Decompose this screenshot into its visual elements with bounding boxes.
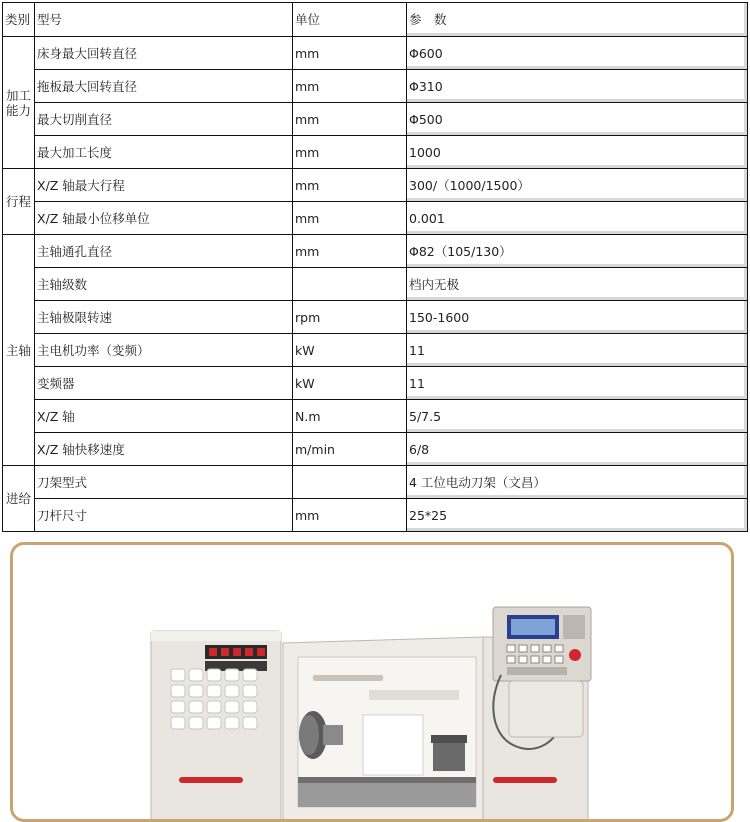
table-row bbox=[3, 334, 748, 367]
spec-value-cell: 150-1600 bbox=[407, 301, 748, 334]
spec-unit-cell bbox=[293, 466, 407, 499]
table-header-row bbox=[3, 3, 748, 37]
spec-name-cell: X/Z 轴最大行程 bbox=[35, 169, 293, 202]
table-row bbox=[3, 70, 748, 103]
product-image-frame bbox=[10, 542, 734, 822]
spec-name-cell: 床身最大回转直径 bbox=[35, 37, 293, 70]
cnc-lathe-machine-illustration bbox=[13, 545, 734, 822]
spec-name-cell: 刀架型式 bbox=[35, 466, 293, 499]
spec-unit-cell: m/min bbox=[293, 433, 407, 466]
spec-name-cell: 主轴极限转速 bbox=[35, 301, 293, 334]
spec-value-cell: 0.001 bbox=[407, 202, 748, 235]
spec-value-cell: 1000 bbox=[407, 136, 748, 169]
spec-unit-cell: kW bbox=[293, 367, 407, 400]
header-model: 型号 bbox=[35, 3, 293, 37]
spec-unit-cell: mm bbox=[293, 499, 407, 532]
spec-value-cell: 25*25 bbox=[407, 499, 748, 532]
table-row bbox=[3, 301, 748, 334]
spec-name-cell: X/Z 轴快移速度 bbox=[35, 433, 293, 466]
spec-value-cell: 档内无极 bbox=[407, 268, 748, 301]
spec-unit-cell: mm bbox=[293, 202, 407, 235]
spec-name-cell: 刀杆尺寸 bbox=[35, 499, 293, 532]
table-row bbox=[3, 103, 748, 136]
table-row bbox=[3, 466, 748, 499]
table-row bbox=[3, 202, 748, 235]
spec-value-cell: Φ310 bbox=[407, 70, 748, 103]
spec-unit-cell: mm bbox=[293, 235, 407, 268]
spec-name-cell: 主电机功率（变频） bbox=[35, 334, 293, 367]
header-category: 类别 bbox=[3, 3, 35, 37]
spec-value-cell: 4 工位电动刀架（文昌） bbox=[407, 466, 748, 499]
spec-unit-cell: mm bbox=[293, 169, 407, 202]
table-row bbox=[3, 400, 748, 433]
table-row bbox=[3, 499, 748, 532]
table-row bbox=[3, 136, 748, 169]
spec-value-cell: 6/8 bbox=[407, 433, 748, 466]
category-cell: 加工能力 bbox=[3, 37, 35, 169]
spec-value-cell: 5/7.5 bbox=[407, 400, 748, 433]
spec-name-cell: 主轴通孔直径 bbox=[35, 235, 293, 268]
table-row bbox=[3, 367, 748, 400]
category-cell: 进给 bbox=[3, 466, 35, 532]
table-row bbox=[3, 433, 748, 466]
spec-name-cell: 主轴级数 bbox=[35, 268, 293, 301]
category-cell: 行程 bbox=[3, 169, 35, 235]
spec-value-cell: Φ500 bbox=[407, 103, 748, 136]
spec-value-cell: Φ600 bbox=[407, 37, 748, 70]
spec-unit-cell bbox=[293, 268, 407, 301]
spec-unit-cell: kW bbox=[293, 334, 407, 367]
spec-name-cell: 最大切削直径 bbox=[35, 103, 293, 136]
spec-unit-cell: N.m bbox=[293, 400, 407, 433]
header-params: 参 数 bbox=[407, 3, 748, 37]
spec-value-cell: Φ82（105/130） bbox=[407, 235, 748, 268]
spec-name-cell: X/Z 轴 bbox=[35, 400, 293, 433]
spec-unit-cell: mm bbox=[293, 37, 407, 70]
table-row bbox=[3, 37, 748, 70]
table-row bbox=[3, 235, 748, 268]
table-row bbox=[3, 268, 748, 301]
header-unit: 单位 bbox=[293, 3, 407, 37]
spec-value-cell: 11 bbox=[407, 367, 748, 400]
spec-unit-cell: mm bbox=[293, 136, 407, 169]
spec-table-body bbox=[3, 3, 748, 532]
spec-unit-cell: mm bbox=[293, 103, 407, 136]
spec-unit-cell: mm bbox=[293, 70, 407, 103]
spec-value-cell: 300/（1000/1500） bbox=[407, 169, 748, 202]
spec-unit-cell: rpm bbox=[293, 301, 407, 334]
spec-name-cell: X/Z 轴最小位移单位 bbox=[35, 202, 293, 235]
category-cell: 主轴 bbox=[3, 235, 35, 466]
spec-table bbox=[2, 2, 748, 532]
spec-value-cell: 11 bbox=[407, 334, 748, 367]
spec-name-cell: 变频器 bbox=[35, 367, 293, 400]
spec-name-cell: 最大加工长度 bbox=[35, 136, 293, 169]
spec-name-cell: 拖板最大回转直径 bbox=[35, 70, 293, 103]
table-row bbox=[3, 169, 748, 202]
